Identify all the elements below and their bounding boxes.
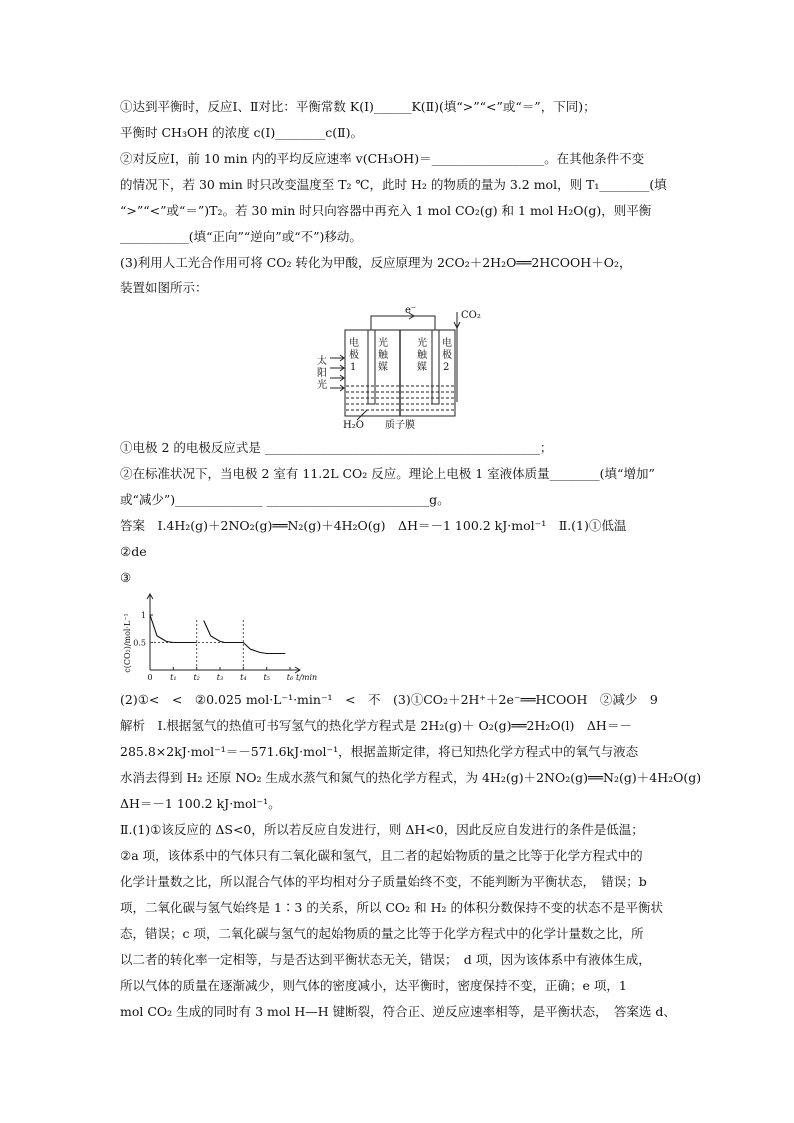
y-axis-label: c(CO₂)/mol·L⁻¹	[123, 613, 132, 673]
electrode1-label: 1	[350, 362, 357, 373]
x-tick-label: t₅	[263, 673, 270, 682]
text-line: “>”“<”或“＝”)T₂。若 30 min 时只向容器中再充入 1 mol CO₂(g) 和 1 mol H₂O(g)，则平衡	[120, 203, 652, 218]
x-axis-label: t/min	[296, 673, 318, 682]
series-line	[204, 621, 244, 643]
text-line: 所以气体的质量在逐渐减少，则气体的密度减小，达平衡时，密度保持不变，正确；e 项，1	[120, 978, 627, 993]
series-line	[150, 615, 197, 643]
electrolysis-apparatus-diagram	[305, 302, 495, 432]
text-line: 以二者的转化率一定相等，与是否达到平衡状态无关，错误； d 项，因为该体系中有液体生成，	[120, 952, 651, 967]
membrane-label: 质子膜	[385, 420, 415, 431]
co2-concentration-chart	[116, 592, 326, 688]
catalyst-right-label: 触	[417, 350, 427, 361]
text-line: 态，错误；c 项，二氧化碳与氢气的起始物质的量之比等于化学方程式中的化学计量数之比，所	[120, 926, 644, 941]
text-line: 或“减少”)______________ __________________________g。	[120, 492, 450, 507]
catalyst-right-label: 媒	[417, 362, 427, 373]
electron-label: e⁻	[405, 305, 417, 316]
text-line: ΔH＝－1 100.2 kJ·mol⁻¹。	[120, 796, 281, 811]
text-line: (3)利用人工光合作用可将 CO₂ 转化为甲酸，反应原理为 2CO₂＋2H₂O══2HCOOH＋O₂，	[120, 255, 632, 270]
text-line: 285.8×2kJ·mol⁻¹＝－571.6kJ·mol⁻¹，根据盖斯定律，将已知热化学方程式中的氧气与液态	[120, 744, 639, 759]
text-line: ___________(填“正向”“逆向”或“不”)移动。	[120, 229, 362, 244]
text-line: ①电极 2 的电极反应式是 ____________________________________________；	[120, 440, 553, 455]
text-line: 答案 Ⅰ.4H₂(g)＋2NO₂(g)══N₂(g)＋4H₂O(g) ΔH＝－1 100.2 kJ·mol⁻¹ Ⅱ.(1)①低温	[120, 518, 627, 533]
water-label: H₂O	[343, 420, 364, 431]
electrode2-label: 极	[442, 350, 452, 361]
text-line: 装置如图所示：	[120, 280, 208, 295]
x-tick-label: t₂	[193, 673, 200, 682]
text-line: ③	[120, 570, 132, 585]
text-line: (2)①< < ②0.025 mol·L⁻¹·min⁻¹ < 不 (3)①CO₂＋2H⁺＋2e⁻══HCOOH ②减少 9	[120, 692, 658, 707]
x-tick-label: t₁	[170, 673, 177, 682]
electrode1-label: 电	[349, 338, 359, 349]
co2-label: CO₂	[461, 310, 481, 321]
text-line: ②在标准状况下，当电极 2 室有 11.2L CO₂ 反应。理论上电极 1 室液体质量________(填“增加”	[120, 466, 655, 481]
catalyst-right-label: 光	[417, 338, 427, 349]
text-line: ②a 项，该体系中的气体只有二氧化碳和氢气，且二者的起始物质的量之比等于化学方程式中的	[120, 848, 643, 863]
text-line: mol CO₂ 生成的同时有 3 mol H—H 键断裂，符合正、逆反应速率相等，是平衡状态， 答案选 d、	[120, 1004, 676, 1019]
series-line	[243, 643, 285, 654]
electrode2-label: 电	[442, 338, 452, 349]
catalyst-left-label: 光	[378, 338, 388, 349]
x-tick-label: t₆	[286, 673, 294, 682]
text-line: 水消去得到 H₂ 还原 NO₂ 生成水蒸气和氮气的热化学方程式，为 4H₂(g)＋2NO₂(g)══N₂(g)＋4H₂O(g)	[120, 770, 702, 785]
sunlight-label: 太	[317, 356, 327, 367]
catalyst-left-label: 媒	[378, 362, 388, 373]
text-line: ①达到平衡时，反应Ⅰ、Ⅱ对比：平衡常数 K(Ⅰ)______K(Ⅱ)(填“>”“<”或“＝”，下同)；	[120, 99, 596, 114]
text-line: ②de	[120, 544, 147, 559]
electrode2-label: 2	[443, 362, 450, 373]
x-tick-label: t₃	[216, 673, 224, 682]
sunlight-label: 光	[317, 380, 327, 391]
electrode1-label: 极	[349, 350, 359, 361]
text-line: 化学计量数之比，所以混合气体的平均相对分子质量始终不变，不能判断为平衡状态， 错误；b	[120, 874, 647, 889]
text-line: ②对反应Ⅰ，前 10 min 内的平均反应速率 v(CH₃OH)＝__________________。在其他条件不变	[120, 151, 645, 166]
y-tick-label: 0.5	[133, 638, 146, 648]
sunlight-label: 阳	[317, 368, 327, 379]
text-line: Ⅱ.(1)①该反应的 ΔS<0，所以若反应自发进行，则 ΔH<0，因此反应自发进行的条件是低温；	[120, 822, 644, 837]
x-tick-label: 0	[147, 673, 153, 682]
catalyst-left-label: 触	[378, 350, 388, 361]
text-line: 的情况下，若 30 min 时只改变温度至 T₂ ℃，此时 H₂ 的物质的量为 3.2 mol，则 T₁________(填	[120, 177, 667, 192]
x-tick-label: t₄	[240, 673, 247, 682]
text-line: 项，二氧化碳与氢气始终是 1∶3 的关系，所以 CO₂ 和 H₂ 的体积分数保持不变的状态不是平衡状	[120, 900, 663, 915]
text-line: 平衡时 CH₃OH 的浓度 c(Ⅰ)________c(Ⅱ)。	[120, 125, 363, 140]
y-tick-label: 1	[140, 611, 146, 620]
text-line: 解析 Ⅰ.根据氢气的热值可书写氢气的热化学方程式是 2H₂(g)＋ O₂(g)══2H₂O(l) ΔH＝－	[120, 718, 632, 733]
